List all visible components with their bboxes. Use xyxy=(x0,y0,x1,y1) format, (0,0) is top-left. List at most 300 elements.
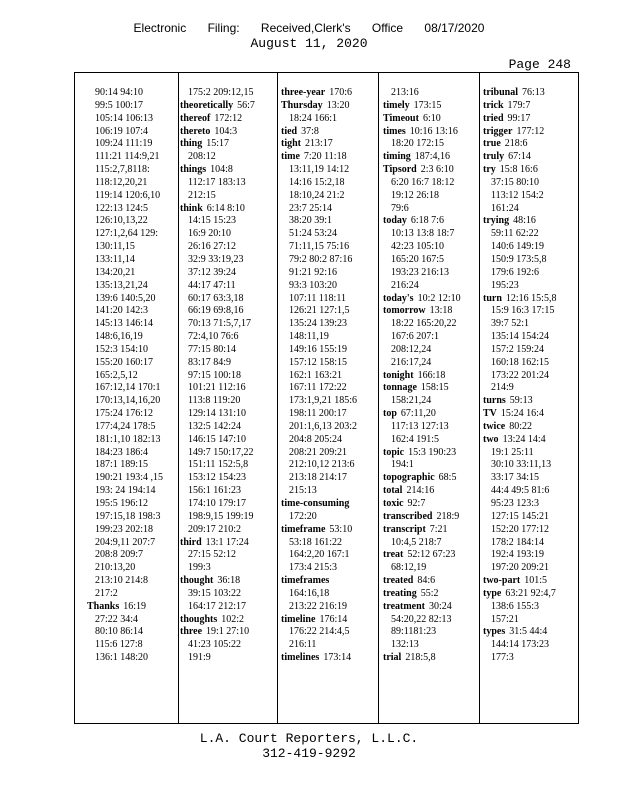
index-continuation: 117:13 127:13 xyxy=(391,420,449,432)
index-refs: 52:12 67:23 xyxy=(407,549,456,561)
index-entry xyxy=(383,511,479,524)
index-continuation: 53:18 161:22 xyxy=(289,536,343,548)
index-continuation: 72:4,10 76:6 xyxy=(188,331,239,343)
index-continuation: 204:8 205:24 xyxy=(289,433,343,445)
index-refs: 214:16 xyxy=(406,485,435,497)
index-term: time-consuming xyxy=(281,498,350,509)
index-refs: 67:14 xyxy=(508,151,531,163)
index-column-1 xyxy=(87,87,183,719)
index-continuation: 19:12 26:18 xyxy=(391,189,440,201)
index-entry xyxy=(180,126,276,139)
index-continuation: 213:18 214:17 xyxy=(289,472,348,484)
index-continuation: 115:6 127:8 xyxy=(95,639,143,651)
index-term: two xyxy=(483,433,499,445)
index-entry xyxy=(383,447,479,460)
index-continuation: 37:15 80:10 xyxy=(491,176,540,188)
column-divider xyxy=(178,73,179,723)
index-continuation: 193:23 216:13 xyxy=(391,266,450,278)
index-entry xyxy=(483,87,577,100)
index-continuation: 97:15 100:18 xyxy=(188,369,242,381)
index-term: trigger xyxy=(483,125,513,137)
index-term: time xyxy=(281,151,300,163)
index-term: Thursday xyxy=(281,99,323,111)
index-refs: 166:18 xyxy=(417,369,446,381)
index-term: turns xyxy=(483,395,506,407)
index-entry xyxy=(483,164,577,177)
index-term: treat xyxy=(383,549,404,561)
index-entry xyxy=(180,138,276,151)
index-refs: 187:4,16 xyxy=(414,151,451,163)
index-continuation: 122:13 124:5 xyxy=(95,202,149,214)
index-continuation: 18:24 166:1 xyxy=(289,112,338,124)
index-continuation: 198:9,15 199:19 xyxy=(188,510,254,522)
index-refs: 10:16 13:16 xyxy=(409,125,458,137)
index-continuation: 167:12,14 170:1 xyxy=(95,382,161,394)
index-term: tonnage xyxy=(383,382,417,394)
index-continuation: 148:6,16,19 xyxy=(95,331,143,343)
index-term: three xyxy=(180,626,203,638)
index-term: types xyxy=(483,626,506,638)
index-continuation: 150:9 173:5,8 xyxy=(491,253,547,265)
index-continuation: 18:22 165:20,22 xyxy=(391,318,457,330)
index-continuation: 79:6 xyxy=(391,202,409,214)
index-refs: 16:19 xyxy=(123,600,147,612)
index-continuation: 172:20 xyxy=(289,510,317,522)
index-continuation: 101:21 112:16 xyxy=(188,382,246,394)
index-continuation: 173:4 215:3 xyxy=(289,562,338,574)
index-refs: 15:17 xyxy=(206,138,230,150)
index-continuation: 208:12,24 xyxy=(391,343,432,355)
index-continuation: 210:13,20 xyxy=(95,562,136,574)
index-entry xyxy=(87,601,183,614)
index-entry xyxy=(281,614,377,627)
index-continuation: 208:12 xyxy=(188,151,216,163)
index-entry xyxy=(383,151,479,164)
index-entry xyxy=(180,626,276,639)
index-continuation: 216:17,24 xyxy=(391,356,432,368)
index-continuation: 151:11 152:5,8 xyxy=(188,459,249,471)
index-entry xyxy=(383,652,479,665)
index-term: thought xyxy=(180,575,214,587)
index-column-2 xyxy=(180,87,276,719)
index-refs: 173:14 xyxy=(323,652,352,664)
index-continuation: 41:23 105:22 xyxy=(188,639,242,651)
index-entry xyxy=(483,215,577,228)
index-term: timely xyxy=(383,99,410,111)
index-continuation: 198:11 200:17 xyxy=(289,408,347,420)
index-continuation: 199:23 202:18 xyxy=(95,523,154,535)
index-continuation: 157:2 159:24 xyxy=(491,343,545,355)
index-entry xyxy=(180,164,276,177)
index-term: three-year xyxy=(281,87,326,98)
index-continuation: 217:2 xyxy=(95,587,118,599)
index-term: trying xyxy=(483,215,510,227)
index-entry xyxy=(281,126,377,139)
index-term: Tipsord xyxy=(383,164,417,176)
index-continuation: 13:11,19 14:12 xyxy=(289,164,350,176)
index-continuation: 10:4,5 218:7 xyxy=(391,536,442,548)
index-continuation: 157:12 158:15 xyxy=(289,356,348,368)
index-continuation: 16:9 20:10 xyxy=(188,228,232,240)
index-entry xyxy=(383,113,479,126)
index-refs: 56:7 xyxy=(237,99,255,111)
index-refs: 213:17 xyxy=(305,138,333,150)
page-number: Page 248 xyxy=(508,57,571,72)
index-refs: 13:1 17:24 xyxy=(205,536,249,548)
index-continuation: 79:2 80:2 87:16 xyxy=(289,253,353,265)
index-term: timeline xyxy=(281,613,316,625)
index-continuation: 201:1,6,13 203:2 xyxy=(289,420,358,432)
index-continuation: 170:13,14,16,20 xyxy=(95,395,161,407)
index-continuation: 164:17 212:17 xyxy=(188,600,247,612)
index-entry xyxy=(383,472,479,485)
index-term: treating xyxy=(383,587,417,599)
index-entry xyxy=(383,498,479,511)
index-continuation: 148:11,19 xyxy=(289,331,329,343)
index-continuation: 184:23 186:4 xyxy=(95,446,149,458)
index-term: tribunal xyxy=(483,87,519,98)
index-term: timing xyxy=(383,151,411,163)
index-entry xyxy=(483,421,577,434)
filing-date: 08/17/2020 xyxy=(424,21,485,35)
index-continuation: 191:9 xyxy=(188,652,211,664)
index-continuation: 90:14 94:10 xyxy=(95,87,144,98)
index-continuation: 167:6 207:1 xyxy=(391,331,440,343)
index-refs: 6:14 8:10 xyxy=(206,202,245,214)
index-entry xyxy=(281,100,377,113)
index-term: treated xyxy=(383,575,414,587)
index-refs: 19:1 27:10 xyxy=(206,626,250,638)
index-term: third xyxy=(180,536,202,548)
index-term: transcript xyxy=(383,523,426,535)
index-entry xyxy=(483,575,577,588)
index-entry xyxy=(383,293,479,306)
index-term: today's xyxy=(383,292,414,304)
footer-company: L.A. Court Reporters, L.L.C. xyxy=(199,731,419,746)
index-continuation: 135:14 154:24 xyxy=(491,331,550,343)
index-entry xyxy=(483,151,577,164)
index-refs: 15:24 16:4 xyxy=(500,408,544,420)
index-term: thereto xyxy=(180,125,211,137)
index-continuation: 138:6 155:3 xyxy=(491,600,540,612)
index-continuation: 174:10 179:17 xyxy=(188,498,247,509)
index-continuation: 19:1 25:11 xyxy=(491,446,534,458)
index-continuation: 66:19 69:8,16 xyxy=(188,305,244,317)
index-entry xyxy=(383,575,479,588)
index-column-4 xyxy=(383,87,479,719)
index-entry xyxy=(281,498,377,511)
index-continuation: 199:3 xyxy=(188,562,211,574)
index-refs: 13:18 xyxy=(429,305,453,317)
index-column-3 xyxy=(281,87,377,719)
index-term: truly xyxy=(483,151,505,163)
index-continuation: 130:11,15 xyxy=(95,241,135,253)
index-entry xyxy=(483,434,577,447)
index-entry xyxy=(383,164,479,177)
index-continuation: 212:10,12 213:6 xyxy=(289,459,355,471)
index-entry xyxy=(383,549,479,562)
index-continuation: 144:14 173:23 xyxy=(491,639,550,651)
index-entry xyxy=(383,485,479,498)
index-refs: 177:12 xyxy=(516,125,545,137)
index-continuation: 44:4 49:5 81:6 xyxy=(491,485,550,497)
index-continuation: 70:13 71:5,7,17 xyxy=(188,318,252,330)
filing-received: Received,Clerk's xyxy=(260,21,351,35)
index-continuation: 141:20 142:3 xyxy=(95,305,149,317)
index-continuation: 175:2 209:12,15 xyxy=(188,87,254,98)
index-continuation: 126:21 127:1,5 xyxy=(289,305,350,317)
index-continuation: 135:24 139:23 xyxy=(289,318,348,330)
index-continuation: 208:8 209:7 xyxy=(95,549,144,561)
index-refs: 68:5 xyxy=(438,472,457,484)
index-continuation: 113:8 119:20 xyxy=(188,395,241,407)
index-continuation: 160:18 162:15 xyxy=(491,356,550,368)
index-continuation: 118:12,20,21 xyxy=(95,176,148,188)
index-continuation: 95:23 123:3 xyxy=(491,498,540,509)
index-continuation: 195:23 xyxy=(491,279,519,291)
index-refs: 158:15 xyxy=(420,382,449,394)
index-continuation: 209:17 210:2 xyxy=(188,523,242,535)
index-refs: 6:10 xyxy=(422,112,441,124)
index-continuation: 194:1 xyxy=(391,459,414,471)
index-entry xyxy=(383,524,479,537)
index-refs: 37:8 xyxy=(301,125,319,137)
column-divider xyxy=(378,73,379,723)
filing-electronic: Electronic xyxy=(133,21,187,35)
index-continuation: 173:1,9,21 185:6 xyxy=(289,395,358,407)
index-continuation: 164:2,20 167:1 xyxy=(289,549,350,561)
index-entry xyxy=(483,588,577,601)
index-continuation: 215:13 xyxy=(289,485,317,497)
index-term: top xyxy=(383,408,397,420)
index-term: twice xyxy=(483,420,506,432)
column-divider xyxy=(277,73,278,723)
index-continuation: 213:16 xyxy=(391,87,419,98)
index-term: tight xyxy=(281,138,301,150)
index-refs: 12:16 15:5,8 xyxy=(505,292,557,304)
index-continuation: 152:3 154:10 xyxy=(95,343,149,355)
index-continuation: 54:20,22 82:13 xyxy=(391,613,452,625)
index-entry xyxy=(180,575,276,588)
index-continuation: 212:15 xyxy=(188,189,216,201)
index-continuation: 18:20 172:15 xyxy=(391,138,445,150)
index-continuation: 214:9 xyxy=(491,382,514,394)
index-refs: 218:9 xyxy=(436,510,460,522)
index-refs: 30:24 xyxy=(429,600,452,612)
index-refs: 36:18 xyxy=(217,575,241,587)
index-continuation: 93:3 103:20 xyxy=(289,279,338,291)
index-continuation: 126:10,13,22 xyxy=(95,215,148,227)
index-continuation: 192:4 193:19 xyxy=(491,549,545,561)
index-term: think xyxy=(180,202,203,214)
index-continuation: 132:13 xyxy=(391,639,419,651)
index-refs: 104:3 xyxy=(214,125,238,137)
index-continuation: 140:6 149:19 xyxy=(491,241,545,253)
index-refs: 53:10 xyxy=(329,523,353,535)
index-entry xyxy=(483,138,577,151)
index-term: topic xyxy=(383,446,405,458)
footer-phone: 312-419-9292 xyxy=(262,746,356,761)
index-continuation: 208:21 209:21 xyxy=(289,446,348,458)
index-entry xyxy=(180,113,276,126)
filing-label: Filing: xyxy=(207,21,240,35)
index-continuation: 167:11 172:22 xyxy=(289,382,347,394)
index-continuation: 71:11,15 75:16 xyxy=(289,241,350,253)
index-continuation: 27:15 52:12 xyxy=(188,549,237,561)
index-term: transcribed xyxy=(383,510,433,522)
index-continuation: 119:14 120:6,10 xyxy=(95,189,161,201)
index-refs: 80:22 xyxy=(509,420,532,432)
index-entry xyxy=(483,293,577,306)
index-continuation: 51:24 53:24 xyxy=(289,228,338,240)
index-continuation: 177:3 xyxy=(491,652,514,664)
index-entry xyxy=(281,87,377,100)
index-refs: 31:5 44:4 xyxy=(509,626,548,638)
index-term: timeframes xyxy=(281,575,330,587)
index-term: tried xyxy=(483,112,504,124)
index-continuation: 165:2,5,12 xyxy=(95,369,138,381)
index-continuation: 107:11 118:11 xyxy=(289,292,346,304)
index-continuation: 162:4 191:5 xyxy=(391,433,440,445)
index-entry xyxy=(383,588,479,601)
index-refs: 6:18 7:6 xyxy=(410,215,444,227)
footer xyxy=(0,731,618,761)
index-continuation: 181:1,10 182:13 xyxy=(95,433,161,445)
index-continuation: 153:12 154:23 xyxy=(188,472,247,484)
index-refs: 55:2 xyxy=(420,587,439,599)
index-continuation: 99:5 100:17 xyxy=(95,99,144,111)
index-continuation: 149:16 155:19 xyxy=(289,343,348,355)
index-continuation: 42:23 105:10 xyxy=(391,241,445,253)
index-refs: 172:12 xyxy=(214,112,243,124)
index-continuation: 213:10 214:8 xyxy=(95,575,149,587)
index-continuation: 132:5 142:24 xyxy=(188,420,242,432)
index-term: timeframe xyxy=(281,523,326,535)
index-entry xyxy=(383,601,479,614)
index-refs: 67:11,20 xyxy=(400,408,436,420)
index-continuation: 162:1 163:21 xyxy=(289,369,343,381)
index-continuation: 32:9 33:19,23 xyxy=(188,253,244,265)
index-continuation: 204:9,11 207:7 xyxy=(95,536,156,548)
index-continuation: 176:22 214:4,5 xyxy=(289,626,350,638)
index-continuation: 173:22 201:24 xyxy=(491,369,550,381)
index-continuation: 135:13,21,24 xyxy=(95,279,148,291)
index-term: true xyxy=(483,138,501,150)
index-refs: 176:14 xyxy=(319,613,348,625)
index-entry xyxy=(483,626,577,639)
index-continuation: 127:15 145:21 xyxy=(491,510,550,522)
index-term: times xyxy=(383,125,406,137)
index-entry xyxy=(281,575,377,588)
index-continuation: 80:10 86:14 xyxy=(95,626,144,638)
index-term: thereof xyxy=(180,112,211,124)
index-refs: 170:6 xyxy=(329,87,353,98)
index-continuation: 145:13 146:14 xyxy=(95,318,154,330)
column-divider xyxy=(479,73,480,723)
index-refs: 2:3 6:10 xyxy=(420,164,454,176)
index-continuation: 136:1 148:20 xyxy=(95,652,149,664)
index-term: things xyxy=(180,164,207,176)
index-continuation: 106:19 107:4 xyxy=(95,125,149,137)
index-continuation: 6:20 16:7 18:12 xyxy=(391,176,455,188)
index-term: thing xyxy=(180,138,203,150)
index-refs: 218:6 xyxy=(504,138,528,150)
index-entry xyxy=(383,126,479,139)
index-term: total xyxy=(383,485,403,497)
index-term: toxic xyxy=(383,498,404,509)
index-entry xyxy=(483,113,577,126)
index-term: Timeout xyxy=(383,112,419,124)
index-continuation: 177:4,24 178:5 xyxy=(95,420,156,432)
index-continuation: 10:13 13:8 18:7 xyxy=(391,228,455,240)
index-continuation: 77:15 80:14 xyxy=(188,343,237,355)
index-continuation: 158:21,24 xyxy=(391,395,432,407)
index-refs: 104:8 xyxy=(210,164,233,176)
index-continuation: 149:7 150:17,22 xyxy=(188,446,254,458)
index-entry xyxy=(483,408,577,421)
index-term: theoretically xyxy=(180,99,234,111)
index-refs: 48:16 xyxy=(513,215,536,227)
index-continuation: 89:1181:23 xyxy=(391,626,437,638)
index-refs: 15:8 16:6 xyxy=(499,164,538,176)
index-continuation: 109:24 111:19 xyxy=(95,138,153,150)
index-continuation: 216:11 xyxy=(289,639,317,651)
index-continuation: 115:2,7,8118: xyxy=(95,164,150,176)
index-term: tonight xyxy=(383,369,414,381)
index-continuation: 216:24 xyxy=(391,279,419,291)
index-entry xyxy=(383,100,479,113)
index-term: treatment xyxy=(383,600,426,612)
index-term: timelines xyxy=(281,652,320,664)
index-entry xyxy=(483,126,577,139)
index-continuation: 105:14 106:13 xyxy=(95,112,154,124)
index-entry xyxy=(383,370,479,383)
index-entry xyxy=(281,151,377,164)
index-continuation: 23:7 25:14 xyxy=(289,202,333,214)
index-continuation: 91:21 92:16 xyxy=(289,266,338,278)
index-continuation: 213:22 216:19 xyxy=(289,600,348,612)
index-term: trial xyxy=(383,652,402,664)
index-entry xyxy=(180,100,276,113)
index-refs: 99:17 xyxy=(507,112,531,124)
index-continuation: 133:11,14 xyxy=(95,253,135,265)
index-entry xyxy=(281,138,377,151)
index-entry xyxy=(180,537,276,550)
index-entry xyxy=(383,382,479,395)
index-continuation: 165:20 167:5 xyxy=(391,253,445,265)
index-entry xyxy=(281,652,377,665)
index-continuation: 175:24 176:12 xyxy=(95,408,154,420)
filing-stamp xyxy=(0,21,618,35)
index-continuation: 187:1 189:15 xyxy=(95,459,149,471)
index-term: tied xyxy=(281,125,298,137)
index-term: trick xyxy=(483,99,504,111)
index-continuation: 83:17 84:9 xyxy=(188,356,232,368)
index-continuation: 112:17 183:13 xyxy=(188,176,246,188)
index-term: type xyxy=(483,587,502,599)
index-continuation: 37:12 39:24 xyxy=(188,266,237,278)
index-term: today xyxy=(383,215,407,227)
index-continuation: 26:16 27:12 xyxy=(188,241,237,253)
index-term: topographic xyxy=(383,472,435,484)
index-term: tomorrow xyxy=(383,305,426,317)
index-refs: 10:2 12:10 xyxy=(417,292,461,304)
index-continuation: 33:17 34:15 xyxy=(491,472,540,484)
index-refs: 13:20 xyxy=(326,99,350,111)
index-refs: 15:3 190:23 xyxy=(408,446,457,458)
index-refs: 218:5,8 xyxy=(405,652,436,664)
index-continuation: 156:1 161:23 xyxy=(188,485,242,497)
